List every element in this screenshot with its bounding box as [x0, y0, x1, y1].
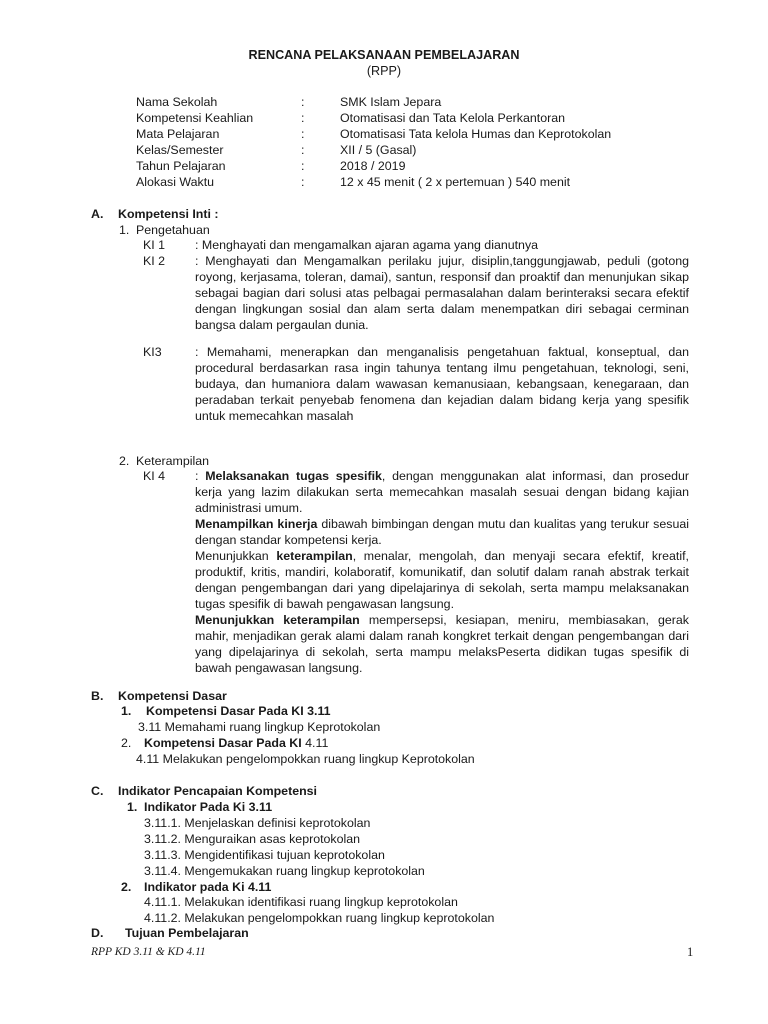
ki-paragraph [195, 548, 689, 612]
document-subtitle: (RPP) [366, 64, 402, 78]
subsection-number: 1. [119, 223, 130, 237]
ki-emphasis: Menampilkan kinerja [195, 517, 318, 531]
section-b-letter: B. [91, 689, 104, 703]
section-d-title: Tujuan Pembelajaran [125, 926, 249, 940]
info-value: 2018 / 2019 [340, 159, 406, 173]
section-a-letter: A. [91, 207, 104, 221]
ki-label: KI 1 [143, 238, 166, 252]
kd-item: 4.11 Melakukan pengelompokkan ruang lingkup Keprotokolan [136, 752, 475, 766]
indicator-item: 4.11.2. Melakukan pengelompokkan ruang lingkup keprotokolan [144, 911, 495, 925]
info-value: XII / 5 (Gasal) [340, 143, 417, 157]
indicator-item: 4.11.1. Melakukan identifikasi ruang lingkup keprotokolan [144, 895, 458, 909]
info-value: Otomatisasi dan Tata Kelola Perkantoran [340, 111, 565, 125]
ki-emphasis: Melaksanakan tugas spesifik [205, 469, 382, 483]
info-colon: : [301, 95, 305, 109]
ki-emphasis: keterampilan [276, 549, 353, 563]
info-colon: : [301, 127, 305, 141]
kd-heading [144, 735, 328, 751]
info-colon: : [301, 159, 305, 173]
footer-label: RPP KD 3.11 & KD 4.11 [91, 946, 206, 958]
indicator-heading: Indikator pada Ki 4.11 [144, 880, 272, 894]
ki-text-run: , menalar, mengolah, dan menyaji secara efektif, kreatif, produktif, kritis, mandiri, kolaboratif, komunikatif, dan solutif dalam ranah abstrak terkait dengan pengembangan dari yang dipelajarinya di sekolah, serta mampu melaksanakan tugas spesifik di bawah pengawasan langsung. [195, 549, 690, 611]
ki-prefix: : [195, 469, 206, 483]
section-b-title: Kompetensi Dasar [118, 689, 227, 703]
info-colon: : [301, 143, 305, 157]
ki-text-run: Menunjukkan [195, 549, 277, 563]
document-title: RENCANA PELAKSANAAN PEMBELAJARAN [248, 48, 520, 62]
ki-text-run: , dengan menggunakan alat informasi, dan prosedur kerja yang lazim dilakukan serta memecahkan masalah sesuai dengan bidang kajian administrasi umum. [195, 469, 689, 515]
indicator-item: 3.11.4. Mengemukakan ruang lingkup keprotokolan [144, 864, 425, 878]
kd-heading: Kompetensi Dasar Pada KI 3.11 [146, 704, 331, 718]
ki-paragraph [195, 516, 689, 548]
indicator-item: 3.11.1. Menjelaskan definisi keprotokolan [144, 816, 371, 830]
ki-paragraph: : Menghayati dan mengamalkan ajaran agama yang dianutnya [195, 238, 539, 252]
info-label: Nama Sekolah [136, 95, 218, 109]
kd-number: 1. [121, 704, 132, 718]
indicator-heading: Indikator Pada Ki 3.11 [144, 800, 273, 814]
ki-text-run: dibawah bimbingan dengan mutu dan kualitas yang terukur sesuai dengan standar kompetensi kerja. [195, 517, 690, 547]
subsection-title: Keterampilan [136, 454, 210, 468]
section-c-title: Indikator Pencapaian Kompetensi [118, 784, 317, 798]
info-value: Otomatisasi Tata kelola Humas dan Keprotokolan [340, 127, 612, 141]
indicator-number: 2. [121, 880, 132, 894]
section-c-letter: C. [91, 784, 104, 798]
info-value: SMK Islam Jepara [340, 95, 442, 109]
ki-paragraph: : Memahami, menerapkan dan menganalisis pengetahuan faktual, konseptual, dan procedural berdasarkan rasa ingin tahunya tentang ilmu pengetahuan, teknologi, seni, budaya, dan humaniora dalam wawasan kemanusiaan, kebangsaan, kenegaraan, dan peradaban terkait penyebab fenomena dan kejadian dalam bidang kerja yang spesifik untuk memecahkan masalah [195, 345, 689, 423]
ki-text [195, 237, 689, 253]
ki-paragraph [195, 612, 689, 676]
info-label: Alokasi Waktu [136, 175, 215, 189]
kd-item: 3.11 Memahami ruang lingkup Keprotokolan [138, 720, 381, 734]
section-a-title: Kompetensi Inti : [118, 207, 219, 221]
ki-label: KI 2 [143, 254, 166, 268]
indicator-number: 1. [127, 800, 138, 814]
section-d-letter: D. [91, 926, 104, 940]
info-colon: : [301, 111, 305, 125]
ki-text [195, 468, 689, 676]
subsection-number: 2. [119, 454, 130, 468]
info-label: Mata Pelajaran [136, 127, 220, 141]
info-label: Kelas/Semester [136, 143, 224, 157]
ki-text [195, 253, 689, 333]
subsection-title: Pengetahuan [136, 223, 210, 237]
indicator-item: 3.11.2. Menguraikan asas keprotokolan [144, 832, 361, 846]
info-colon: : [301, 175, 305, 189]
ki-paragraph: : Menghayati dan Mengamalkan perilaku jujur, disiplin,tanggungjawab, peduli (gotong royong, kerjasama, toleran, damai), santun, responsif dan proaktif dan menunjukan sikap sebagai bagian dari solusi atas pelbagai permasalahan dalam berinteraksi secara efektif dengan lingkungan sosial dan alam serta dalam menempatkan diri sebagai cerminan bangsa dalam pergaulan dunia. [195, 254, 689, 332]
ki-text-run: mempersepsi, kesiapan, meniru, membiasakan, gerak mahir, menjadikan gerak alami dalam ranah kongkret terkait dengan pengembangan dari yang dipelajarinya di sekolah, serta mampu melaksPeserta didikan tugas spesifik di bawah pengawasan langsung. [195, 613, 690, 675]
ki-emphasis: Menunjukkan keterampilan [195, 613, 360, 627]
page-number: 1 [687, 945, 694, 959]
ki-label: KI 4 [143, 469, 166, 483]
indicator-item: 3.11.3. Mengidentifikasi tujuan keprotokolan [144, 848, 385, 862]
info-label: Kompetensi Keahlian [136, 111, 254, 125]
kd-heading-bold: Kompetensi Dasar Pada KI [144, 736, 306, 750]
ki-label: KI3 [143, 345, 162, 359]
info-label: Tahun Pelajaran [136, 159, 226, 173]
info-value: 12 x 45 menit ( 2 x pertemuan ) 540 menit [340, 175, 571, 189]
kd-number: 2. [121, 736, 132, 750]
kd-heading-rest: 4.11 [305, 736, 329, 750]
ki-paragraph [195, 468, 689, 516]
ki-text [195, 344, 689, 424]
